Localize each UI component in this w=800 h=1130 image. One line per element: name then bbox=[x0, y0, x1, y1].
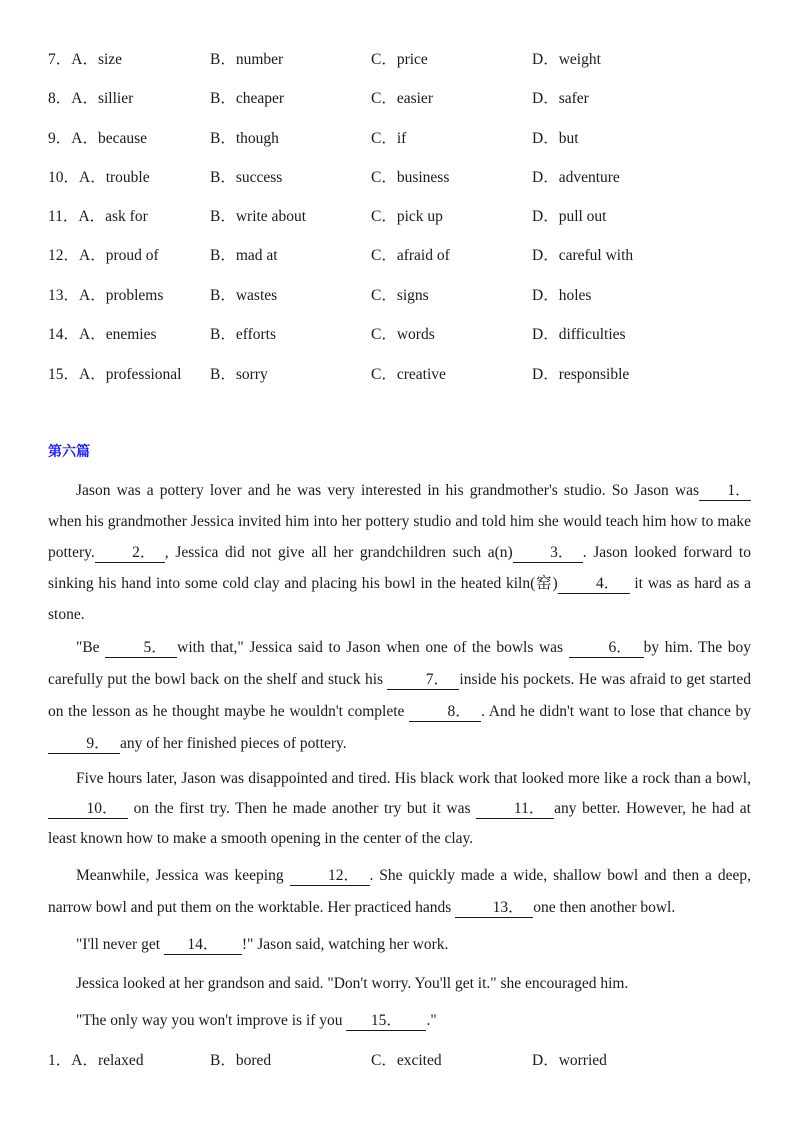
option-d: D．safer bbox=[532, 90, 589, 107]
passage-paragraph-5 bbox=[76, 936, 448, 955]
option-b: B．bored bbox=[210, 1052, 272, 1069]
option-c: C．if bbox=[371, 130, 407, 147]
option-d: D．careful with bbox=[532, 247, 634, 264]
option-a-text: A．ask for bbox=[78, 208, 148, 225]
option-c: C．business bbox=[371, 169, 450, 186]
passage-text: when his grandmother Jessica invited him into her pottery studio and told him she would teach him how to make pottery. bbox=[48, 513, 751, 561]
question-number: 9． bbox=[48, 130, 72, 147]
option-a bbox=[48, 325, 157, 345]
option-c: C．creative bbox=[371, 366, 446, 383]
option-a bbox=[48, 246, 159, 266]
option-d: D．responsible bbox=[532, 366, 630, 383]
option-c: C．excited bbox=[371, 1052, 442, 1069]
option-d: D．holes bbox=[532, 287, 592, 304]
passage-paragraph-1 bbox=[48, 475, 751, 630]
blank-8: 8． bbox=[409, 703, 481, 722]
option-a bbox=[48, 207, 148, 227]
option-a-text: A．proud of bbox=[79, 247, 159, 264]
option-c: C．afraid of bbox=[371, 247, 450, 264]
passage-text: Jason was a pottery lover and he was very interested in his grandmother's studio. So Jason was bbox=[76, 482, 699, 499]
blank-4: 4． bbox=[558, 575, 630, 594]
passage-text: with that," Jessica said to Jason when one of the bowls was bbox=[177, 639, 569, 656]
passage-text: !" Jason said, watching her work. bbox=[241, 936, 449, 953]
blank-5: 5． bbox=[105, 639, 177, 658]
passage-text: . And he didn't want to lose that chance by bbox=[481, 703, 751, 720]
option-b: B．cheaper bbox=[210, 90, 285, 107]
option-c: C．words bbox=[371, 326, 435, 343]
blank-6: 6． bbox=[569, 639, 644, 658]
blank-7: 7． bbox=[387, 671, 459, 690]
question-number: 8． bbox=[48, 90, 72, 107]
passage-text: Jessica looked at her grandson and said. "Don't worry. You'll get it." she encouraged him. bbox=[76, 975, 629, 992]
option-a-text: A．trouble bbox=[79, 169, 150, 186]
blank-3: 3． bbox=[513, 544, 583, 563]
passage-paragraph-3 bbox=[48, 764, 751, 854]
option-a-text: A．enemies bbox=[79, 326, 157, 343]
blank-1: 1． bbox=[699, 482, 751, 501]
passage-text: "The only way you won't improve is if you bbox=[76, 1012, 347, 1029]
option-b: B．though bbox=[210, 130, 279, 147]
option-a bbox=[48, 89, 133, 109]
option-a-text: A．sillier bbox=[71, 90, 134, 107]
option-a-text: A．professional bbox=[79, 366, 182, 383]
question-number: 12． bbox=[48, 247, 80, 264]
option-d: D．pull out bbox=[532, 208, 607, 225]
passage-text: on the first try. Then he made another try but it was bbox=[128, 800, 477, 817]
passage-paragraph-7 bbox=[76, 1012, 437, 1031]
blank-12: 12． bbox=[290, 867, 370, 886]
passage-text: inside his pockets. He was afraid to get started on the lesson as he thought maybe he wouldn't complete bbox=[48, 671, 751, 720]
option-a bbox=[48, 129, 147, 149]
passage-text: any of her finished pieces of pottery. bbox=[120, 735, 347, 752]
blank-10: 10． bbox=[48, 800, 128, 819]
passage-text: it was as hard as a stone. bbox=[48, 575, 751, 623]
question-number: 11． bbox=[48, 208, 79, 225]
option-d: D．worried bbox=[532, 1052, 607, 1069]
passage-text: Five hours later, Jason was disappointed and tired. His black work that looked more like a rock than a bowl, bbox=[76, 770, 751, 787]
option-a-text: A．problems bbox=[79, 287, 164, 304]
question-number: 13． bbox=[48, 287, 80, 304]
option-b: B．success bbox=[210, 169, 283, 186]
question-number: 7． bbox=[48, 51, 72, 68]
passage-text: "I'll never get bbox=[76, 936, 164, 953]
passage-text: "Be bbox=[76, 639, 106, 656]
passage-text: Meanwhile, Jessica was keeping bbox=[76, 867, 290, 884]
passage-text: by him. The boy carefully put the bowl back on the shelf and stuck his bbox=[48, 639, 751, 688]
passage-paragraph-2 bbox=[48, 632, 751, 760]
passage-text: any better. However, he had at least known how to make a smooth opening in the center of the clay. bbox=[48, 800, 751, 847]
option-b: B．wastes bbox=[210, 287, 278, 304]
option-d: D．weight bbox=[532, 51, 601, 68]
option-a bbox=[48, 365, 181, 385]
question-number: 1． bbox=[48, 1052, 72, 1069]
blank-2: 2． bbox=[95, 544, 165, 563]
blank-14: 14． bbox=[164, 936, 242, 955]
option-a-text: A．relaxed bbox=[71, 1052, 144, 1069]
passage-text: one then another bowl. bbox=[533, 899, 676, 916]
blank-9: 9． bbox=[48, 735, 120, 754]
option-c: C．pick up bbox=[371, 208, 443, 225]
passage-paragraph-4 bbox=[48, 860, 751, 924]
question-number: 14． bbox=[48, 326, 80, 343]
blank-11: 11． bbox=[476, 800, 554, 819]
blank-13: 13． bbox=[455, 899, 533, 918]
passage-text: . She quickly made a wide, shallow bowl and then a deep, narrow bowl and put them on the worktable. Her practiced hands bbox=[48, 867, 751, 916]
option-b: B．sorry bbox=[210, 366, 268, 383]
option-d: D．difficulties bbox=[532, 326, 626, 343]
option-d: D．but bbox=[532, 130, 579, 147]
question-number: 15． bbox=[48, 366, 80, 383]
section-title: 第六篇 bbox=[48, 444, 90, 460]
option-a-text: A．because bbox=[71, 130, 148, 147]
option-a bbox=[48, 50, 122, 70]
option-c: C．price bbox=[371, 51, 428, 68]
question-number: 10． bbox=[48, 169, 80, 186]
passage-text: . Jason looked forward to sinking his hand into some cold clay and placing his bowl in the heated kiln(窑) bbox=[48, 544, 751, 592]
option-c: C．signs bbox=[371, 287, 429, 304]
option-a bbox=[48, 168, 150, 188]
option-c: C．easier bbox=[371, 90, 433, 107]
option-a bbox=[48, 286, 163, 306]
option-b: B．number bbox=[210, 51, 284, 68]
blank-15: 15． bbox=[346, 1012, 426, 1031]
option-b: B．mad at bbox=[210, 247, 278, 264]
option-a bbox=[48, 1051, 144, 1071]
passage-paragraph-6 bbox=[76, 975, 628, 993]
option-b: B．efforts bbox=[210, 326, 277, 343]
option-a-text: A．size bbox=[71, 51, 123, 68]
passage-text: ." bbox=[426, 1012, 437, 1029]
passage-text: , Jessica did not give all her grandchildren such a(n) bbox=[164, 544, 513, 561]
option-d: D．adventure bbox=[532, 169, 620, 186]
option-b: B．write about bbox=[210, 208, 306, 225]
